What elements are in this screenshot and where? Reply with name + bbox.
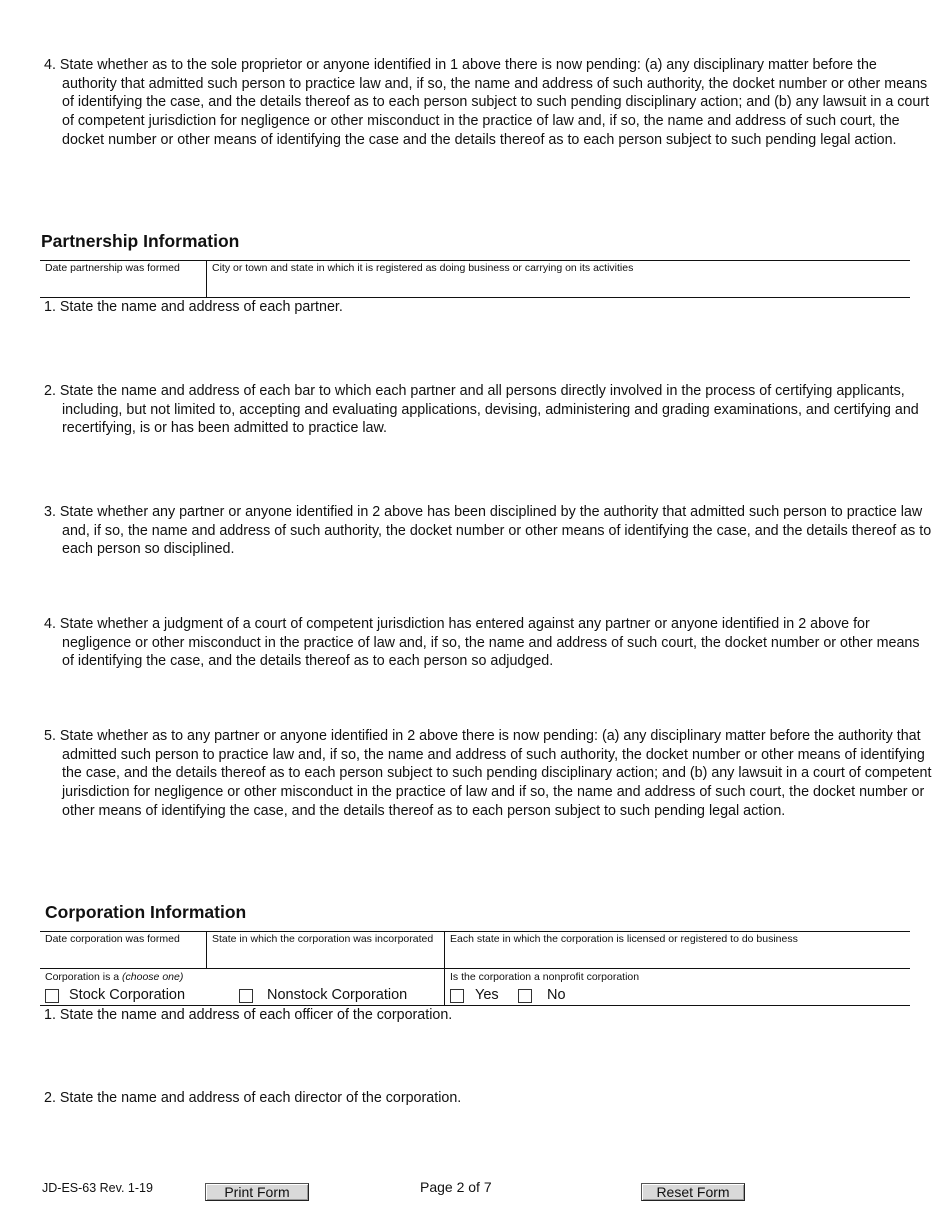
corporation-type-label: [45, 971, 183, 983]
partnership-city-state-label: City or town and state in which it is registered as doing business or carrying on its activities: [212, 262, 634, 274]
corporation-table-divider-1: [206, 931, 207, 968]
page-number-label: Page 2 of 7: [420, 1179, 492, 1195]
partnership-question-1: 1. State the name and address of each partner.: [44, 299, 343, 315]
partnership-table-top-border: [40, 260, 910, 261]
corporation-state-incorporated-label: State in which the corporation was incorporated: [212, 933, 434, 945]
corporation-question-1: 1. State the name and address of each officer of the corporation.: [44, 1007, 453, 1023]
corporation-question-2: 2. State the name and address of each director of the corporation.: [44, 1090, 462, 1106]
nonprofit-no-label: No: [547, 987, 566, 1003]
corporation-type-label-hint: (choose one): [122, 971, 184, 983]
partnership-city-state-field[interactable]: [208, 275, 908, 296]
corporation-type-label-text: Corporation is a: [45, 971, 123, 983]
reset-form-button[interactable]: Reset Form: [641, 1183, 745, 1201]
partnership-date-formed-field[interactable]: [41, 275, 205, 296]
corporation-date-formed-field[interactable]: [41, 946, 205, 967]
corporation-section-title: Corporation Information: [45, 902, 247, 922]
corporation-table-top-border: [40, 931, 910, 932]
partnership-section-title: Partnership Information: [41, 231, 240, 251]
nonprofit-yes-checkbox[interactable]: [450, 989, 464, 1003]
partnership-question-3: 3. State whether any partner or anyone identified in 2 above has been disciplined by the authority that admitted such person to practice law and, if so, the name and address of such authority, the docket number or other means of identifying the case, and the details thereof as to each person so disciplined.: [44, 504, 932, 558]
print-form-button[interactable]: Print Form: [205, 1183, 309, 1201]
corporation-table-middle-border: [40, 968, 910, 969]
nonprofit-question-label: Is the corporation a nonprofit corporation: [450, 971, 640, 983]
stock-corporation-checkbox[interactable]: [45, 989, 59, 1003]
corporation-states-licensed-label: Each state in which the corporation is licensed or registered to do business: [450, 933, 798, 945]
partnership-question-2: 2. State the name and address of each bar to which each partner and all persons directly involved in the process of certifying applicants, including, but not limited to, accepting and evaluating applications, devising, administering and grading examinations, and certifying and recertifying, is or has been admitted to practice law.: [44, 383, 919, 437]
nonprofit-yes-label: Yes: [475, 987, 499, 1003]
stock-corporation-label: Stock Corporation: [69, 987, 186, 1003]
partnership-date-formed-label: Date partnership was formed: [45, 262, 180, 274]
corporation-states-licensed-field[interactable]: [446, 946, 908, 967]
partnership-question-4: 4. State whether a judgment of a court of competent jurisdiction has entered against any partner or anyone identified in 2 above for negligence or other misconduct in the practice of law and, if so, the name and address of such court, the docket number or other means of identifying the case, and the details thereof as to each person so adjudged.: [44, 616, 920, 670]
nonstock-corporation-checkbox[interactable]: [239, 989, 253, 1003]
nonprofit-no-checkbox[interactable]: [518, 989, 532, 1003]
corporation-state-incorporated-field[interactable]: [208, 946, 443, 967]
partnership-question-5: 5. State whether as to any partner or anyone identified in 2 above there is now pending: (a) any disciplinary matter before the authority that admitted such person to practice law and, if so, the name and address of such authority, the docket number or other means of identifying the case, and the details thereof as to each person subject to such pending disciplinary action; and (b) any lawsuit in a court of competent jurisdiction for negligence or other misconduct in the practice of law and if so, the name and address of such court, the docket number or other means of identifying the case, and the details thereof as to each person subject to such pending legal action.: [44, 728, 932, 819]
form-id-label: JD-ES-63 Rev. 1-19: [42, 1181, 153, 1195]
nonstock-corporation-label: Nonstock Corporation: [267, 987, 408, 1003]
corporation-date-formed-label: Date corporation was formed: [45, 933, 180, 945]
sole-proprietor-question-4: 4. State whether as to the sole proprietor or anyone identified in 1 above there is now pending: (a) any disciplinary matter before the authority that admitted such person to practice law and, if so, the name and address of such authority, the docket number or other means of identifying the case, and the details thereof as to each person subject to such pending disciplinary action; and (b) any lawsuit in a court of competent jurisdiction for negligence or other misconduct in the practice of law and, if so, the name and address of such court, the docket number or other means of identifying the case and the details thereof as to each person subject to such pending legal action.: [44, 57, 930, 148]
partnership-table-divider: [206, 260, 207, 297]
